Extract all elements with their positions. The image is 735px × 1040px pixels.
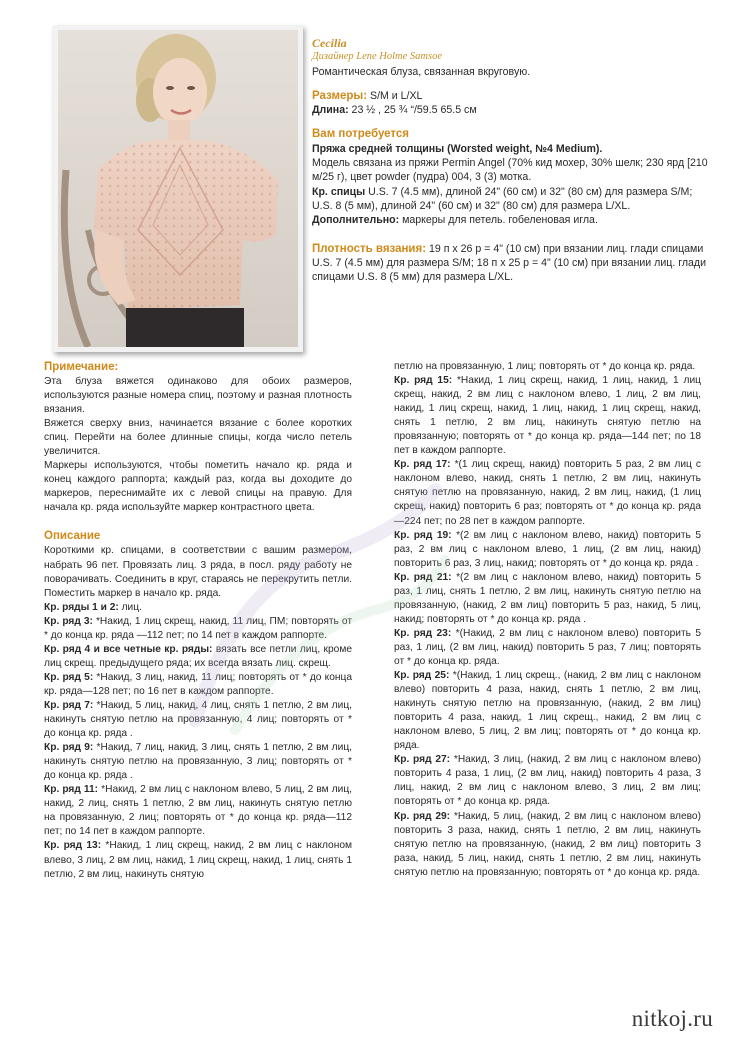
row-label: Кр. ряд 9: (44, 742, 94, 754)
sizes-label: Размеры: (312, 89, 368, 102)
extra-label: Дополнительно: (312, 214, 400, 227)
row-text: *(Накид, 2 вм лиц с наклоном влево) повторить 5 раз, 1 лиц, (2 вм лиц, накид) повторить 5 раз, 7 лиц; повторять от * до конца кр. ряда. (394, 627, 701, 667)
description-heading: Описание (44, 530, 101, 543)
row-instruction (44, 671, 352, 699)
yarn-label-text: Пряжа средней толщины (Worsted weight, №4 Medium). (312, 142, 603, 155)
row-text: *Накид, 3 лиц, накид, 11 лиц; повторять от * до конца кр. ряда—128 пет; по 16 пет в каждом раппорте. (44, 671, 352, 697)
row-instruction (44, 615, 352, 643)
needles-line (312, 185, 712, 214)
row-instruction (44, 643, 352, 671)
site-watermark: nitkoj.ru (631, 1006, 713, 1031)
yarn-text: Модель связана из пряжи Permin Angel (70% кид мохер, 30% шелк; 230 ярд [210 м/25 г), цвет powder (пудра) 004, 3 (3) мотка. (312, 157, 708, 184)
note-paragraph: Маркеры используются, чтобы пометить начало кр. ряда и конец каждого раппорта; каждый раз, когда вы доходите до маркеров, переснимайте их с левой спицы на правую. Для начала кр. ряда используйте маркер контрастного цвета. (44, 460, 352, 514)
row-text: *Накид, 5 лиц, (накид, 2 вм лиц с наклоном влево) повторить 3 раза, накид, снять 1 петлю, 2 вм лиц, накинуть снятую петлю на провязанную, (накид, 2 вм лиц) повторить 3 раза, накид, 5 лиц, накид, снять 1 петлю, 2 вм лиц, накинуть снятую петлю на провязанную; повторять от * до конца кр. ряда. (394, 810, 701, 878)
row-label: Кр. ряд 5: (44, 671, 94, 683)
sizes-value: S/M и L/XL (367, 89, 423, 102)
note-heading: Примечание: (44, 361, 119, 373)
row-instruction (394, 810, 701, 880)
pattern-intro: Романтическая блуза, связанная вкруговую. (312, 65, 531, 78)
row-label: Кр. ряд 29: (394, 810, 451, 822)
row-instruction (394, 529, 701, 571)
row-label: Кр. ряд 27: (394, 754, 451, 766)
row-text: вязать все петли лиц, кроме лиц скрещ. предыдущего ряда; их всегда вязать лиц. скрещ. (44, 643, 352, 669)
row-text: лиц. (118, 601, 142, 613)
pattern-header (312, 36, 712, 284)
row-text: *Накид, 5 лиц, накид, 4 лиц, снять 1 петлю, 2 вм лиц, накинуть снятую петлю на провязанную, 4 лиц; повторять от * до конца кр. ряда . (44, 699, 352, 740)
row-text: *Накид, 7 лиц, накид, 3 лиц, снять 1 петлю, 2 вм лиц, накинуть снятую петлю на провязанную, 3 лиц; повторять от * до конца кр. ряда . (44, 742, 352, 782)
designer-line: Дизайнер Lene Holme Samsoe (312, 51, 443, 63)
row-instruction (394, 458, 701, 528)
row-text: *(2 вм лиц с наклоном влево, накид) повторить 5 раз, 2 вм лиц с наклоном влево, 1 лиц, (2 вм лиц, накид) повторить 6 раз, 3 лиц, накид; повторять от * до конца кр. ряда . (394, 529, 702, 569)
row-text: *(1 лиц скрещ, накид) повторить 5 раз, 2 вм лиц с наклоном влево, накид, снять 1 петлю, 2 вм лиц, накинуть снятую петлю на провязанную, накид, 2 вм лиц, накид, (1 лиц скрещ, накид) повторить 6 раз; повторять от * до конца кр. ряда —224 пет; по 28 пет в каждом раппорте. (394, 459, 701, 527)
row-text: *Накид, 3 лиц, (накид, 2 вм лиц с наклоном влево) повторить 4 раза, 1 лиц, (2 вм лиц, накид) повторить 4 раза, 3 лиц, накид, 2 вм лиц с наклоном влево, 3 лиц, 2 вм лиц; повторять от * до конца кр. ряда. (394, 754, 701, 808)
description-paragraph: Короткими кр. спицами, в соответствии с вашим размером, набрать 96 пет. Провязать лиц. 3 ряда, в посл. ряду работу не поворачивать. Соединить в круг, стараясь не перекрутить петли. Поместить маркер в начало кр. ряда. (44, 545, 352, 599)
note-paragraph: Эта блуза вяжется одинаково для обоих размеров, используются разные номера спиц, поэтому и разная плотность вязания. (44, 376, 352, 416)
row-text: *Накид, 1 лиц скрещ, накид, 2 вм лиц с наклоном влево, 3 лиц, 2 вм лиц, накид, 1 лиц скрещ, накид, 1 лиц, снять 1 петлю, 2 вм лиц, накинуть снятую (44, 840, 353, 880)
length-label: Длина: (312, 104, 349, 117)
row-instruction (44, 839, 352, 881)
row-text: *Накид, 1 лиц скрещ, накид, 1 лиц, накид, 1 лиц скрещ, накид, 2 вм лиц с наклоном влево, 1 лиц, 2 вм лиц, накид, 1 лиц скрещ, накид, 1 лиц, накид, 1 лиц скрещ, накид, снять 1 петлю, 2 вм лиц, накинуть снятую петлю на провязанную; повторять от * до конца кр. ряда—144 пет; по 18 пет в каждом раппорте. (394, 375, 701, 457)
gauge-label: Плотность вязания: (312, 242, 427, 255)
pattern-title: Cecilia (312, 36, 347, 50)
row-instruction (394, 753, 701, 809)
gauge-line (312, 242, 712, 285)
row-label: Кр. ряд 4 и все четные кр. ряды: (44, 643, 213, 655)
row-text: *Накид, 2 вм лиц с наклоном влево, 5 лиц, 2 вм лиц, накид, 2 лиц, снять 1 петлю, 2 вм лиц, накинуть снятую петлю на провязанную, 2 лиц; повторять от * до конца кр. ряда—112 пет; по 14 пет в каждом раппорте. (44, 784, 353, 838)
needles-text: U.S. 7 (4.5 мм), длиной 24" (60 см) и 32" (80 см) для размера S/M; U.S. 8 (5 мм), длиной 24" (60 см) и 32" (80 см) для размера L/XL. (312, 185, 693, 212)
extra-line (312, 213, 712, 227)
left-column (44, 360, 352, 882)
model-photo-frame (53, 25, 303, 352)
row-label: Кр. ряд 25: (394, 670, 450, 682)
row-instruction (394, 669, 701, 753)
row-instruction (394, 571, 701, 627)
right-column (394, 360, 701, 880)
row-text: *(2 вм лиц с наклоном влево, накид) повторить 5 раз, 1 лиц, снять 1 петлю, 2 вм лиц, накинуть снятую петлю на провязанную, (накид, 2 вм лиц) повторить 5 раз, накид, 5 лиц, накид; повторять от * до конца кр. ряда . (394, 571, 702, 625)
row-instruction (394, 627, 701, 669)
extra-text: маркеры для петель. гобеленовая игла. (399, 214, 598, 227)
row-instruction (394, 374, 701, 458)
row-label: Кр. ряд 17: (394, 459, 451, 471)
row-label: Кр. ряд 15: (394, 375, 453, 387)
row-text: *Накид, 1 лиц скрещ, накид, 11 лиц, ПМ; повторять от * до конца кр. ряда —112 пет; по 14 пет в каждом раппорте. (44, 615, 352, 641)
row-text: *(Накид, 1 лиц скрещ., (накид, 2 вм лиц с наклоном влево) повторить 4 раза, накид, снять 1 петлю, 2 вм лиц, накинуть снятую петлю на провязанную, (накид, 2 вм лиц) повторить 4 раза, накид, 1 лиц скрещ., накид, 2 вм лиц с наклоном влево, 5 лиц, 2 вм лиц; повторять от * до конца кр. ряда. (394, 670, 701, 752)
row-label: Кр. ряд 13: (44, 840, 102, 852)
row-instruction (44, 699, 352, 741)
row-label: Кр. ряд 21: (394, 571, 452, 583)
sizes-line (312, 89, 712, 103)
row-label: Кр. ряд 7: (44, 699, 94, 711)
yarn-label (312, 142, 712, 156)
needles-label: Кр. спицы (312, 185, 366, 198)
row-label: Кр. ряды 1 и 2: (44, 601, 119, 613)
materials-heading: Вам потребуется (312, 128, 410, 141)
row-label: Кр. ряд 23: (394, 627, 452, 639)
row-instruction (44, 741, 352, 783)
row-label: Кр. ряд 19: (394, 529, 452, 541)
row-instruction (44, 601, 352, 615)
row-instruction (44, 783, 352, 839)
gauge-text: 19 п х 26 р = 4" (10 см) при вязании лиц. глади спицами U.S. 7 (4.5 мм) для размера S/M; 18 п х 25 р = 4" (10 см) при вязании лиц. глади спицами U.S. 8 (5 мм) для размера L/XL. (312, 242, 707, 284)
note-paragraph: Вяжется сверху вниз, начинается вязание с более коротких спиц. Перейти на более длинные спицы, когда число петель увеличится. (44, 418, 352, 458)
length-value: 23 ½ , 25 ¾ “/59.5 65.5 см (348, 104, 477, 117)
row-continuation: петлю на провязанную, 1 лиц; повторять от * до конца кр. ряда. (394, 361, 696, 372)
row-label: Кр. ряд 3: (44, 615, 93, 627)
length-line (312, 103, 712, 117)
model-photo (58, 30, 298, 347)
row-label: Кр. ряд 11: (44, 784, 99, 796)
